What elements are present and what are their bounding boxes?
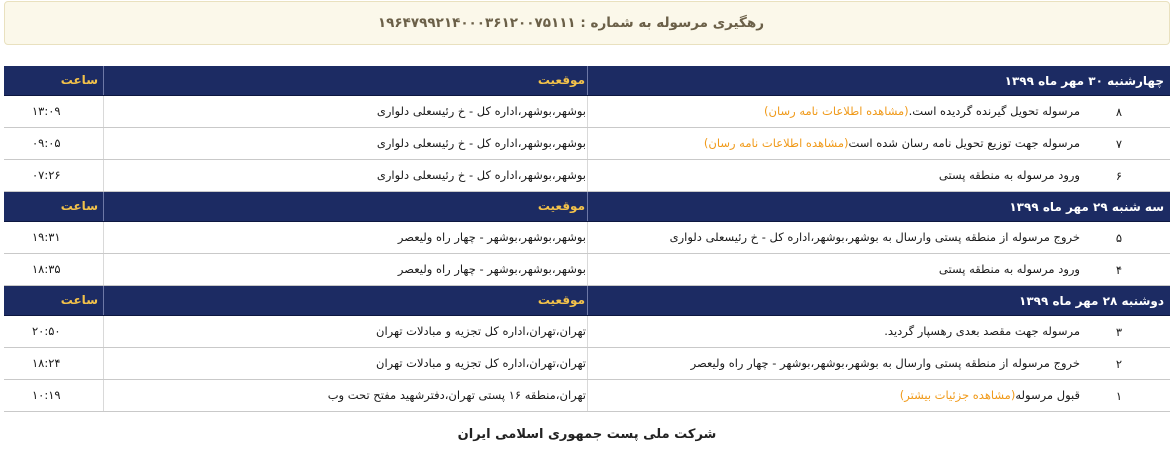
row-location: بوشهر،بوشهر،بوشهر - چهار راه ولیعصر: [397, 262, 586, 276]
table-row: [4, 348, 1170, 380]
row-time: ۱۸:۳۵: [32, 262, 61, 276]
table-row: [4, 96, 1170, 128]
row-number: ۷: [1115, 137, 1123, 151]
tracking-title: رهگیری مرسوله به شماره : ۱۹۶۴۷۹۹۲۱۴۰۰۰۳۶۱۲۰۰۷۵۱۱۱: [377, 15, 764, 31]
row-time: ۱۰:۱۹: [32, 388, 61, 402]
row-time: ۱۸:۲۴: [32, 356, 61, 370]
row-number: ۸: [1115, 105, 1123, 119]
table-row: [4, 254, 1170, 286]
row-description: ورود مرسوله به منطقه پستی: [938, 262, 1080, 276]
row-description: مرسوله جهت مقصد بعدی رهسپار گردید.: [884, 324, 1080, 338]
row-number: ۴: [1115, 263, 1123, 277]
view-carrier-info-link[interactable]: (مشاهده اطلاعات نامه رسان): [703, 136, 849, 150]
description-text: قبول مرسوله: [1015, 388, 1080, 402]
date-group-header: [4, 286, 1170, 316]
row-time: ۱۳:۰۹: [32, 104, 61, 118]
tracking-header: [4, 1, 1170, 45]
location-column-header: موقعیت: [537, 293, 585, 307]
row-number: ۳: [1115, 325, 1123, 339]
row-location: بوشهر،بوشهر،بوشهر - چهار راه ولیعصر: [397, 230, 586, 244]
time-column-header: ساعت: [60, 293, 98, 307]
table-row: [4, 316, 1170, 348]
row-location: بوشهر،بوشهر،اداره کل - خ رئیسعلی دلواری: [376, 136, 586, 150]
table-row: [4, 222, 1170, 254]
row-location: بوشهر،بوشهر،اداره کل - خ رئیسعلی دلواری: [376, 104, 586, 118]
date-group-header: [4, 66, 1170, 96]
group-date: سه شنبه ۲۹ مهر ماه ۱۳۹۹: [1009, 200, 1164, 214]
time-column-header: ساعت: [60, 73, 98, 87]
view-more-details-link[interactable]: (مشاهده جزئیات بیشتر): [899, 388, 1016, 402]
row-description: [764, 104, 1080, 118]
location-column-header: موقعیت: [537, 199, 585, 213]
row-time: ۲۰:۵۰: [32, 324, 61, 338]
row-time: ۰۷:۲۶: [32, 168, 61, 182]
table-row: [4, 380, 1170, 412]
row-time: ۰۹:۰۵: [32, 136, 61, 150]
row-description: خروج مرسوله از منطقه پستی وارسال به بوشهر،بوشهر،بوشهر - چهار راه ولیعصر: [690, 356, 1080, 370]
row-number: ۶: [1115, 169, 1123, 183]
time-column-header: ساعت: [60, 199, 98, 213]
location-column-header: موقعیت: [537, 73, 585, 87]
group-date: چهارشنبه ۳۰ مهر ماه ۱۳۹۹: [1004, 74, 1164, 88]
row-number: ۱: [1115, 389, 1123, 403]
row-number: ۵: [1115, 231, 1123, 245]
date-group-header: [4, 192, 1170, 222]
row-location: تهران،منطقه ۱۶ پستی تهران،دفترشهید مفتح تحت وب: [327, 388, 586, 402]
footer-company-name: شرکت ملی پست جمهوری اسلامی ایران: [457, 427, 717, 442]
description-text: مرسوله جهت توزیع تحویل نامه رسان شده است: [848, 136, 1080, 150]
description-text: مرسوله تحویل گیرنده گردیده است.: [908, 104, 1080, 118]
row-description: [704, 136, 1080, 150]
row-location: بوشهر،بوشهر،اداره کل - خ رئیسعلی دلواری: [376, 168, 586, 182]
row-location: تهران،تهران،اداره کل تجزیه و مبادلات تهران: [376, 324, 586, 338]
tracking-table: [4, 66, 1170, 412]
view-carrier-info-link[interactable]: (مشاهده اطلاعات نامه رسان): [764, 104, 909, 118]
row-time: ۱۹:۳۱: [32, 230, 61, 244]
group-date: دوشنبه ۲۸ مهر ماه ۱۳۹۹: [1019, 294, 1164, 308]
table-row: [4, 128, 1170, 160]
row-description: [900, 388, 1080, 402]
row-location: تهران،تهران،اداره کل تجزیه و مبادلات تهران: [376, 356, 586, 370]
row-description: ورود مرسوله به منطقه پستی: [938, 168, 1080, 182]
row-description: خروج مرسوله از منطقه پستی وارسال به بوشهر،بوشهر،اداره کل - خ رئیسعلی دلواری: [669, 230, 1080, 244]
row-number: ۲: [1115, 357, 1123, 371]
table-row: [4, 160, 1170, 192]
